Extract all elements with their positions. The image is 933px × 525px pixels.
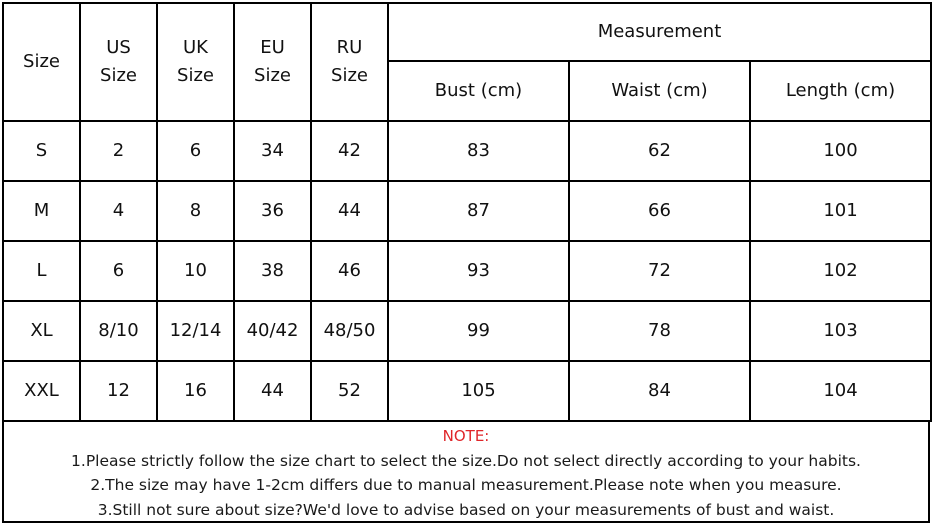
header-bust: Bust (cm) xyxy=(388,61,569,121)
cell-uk: 8 xyxy=(157,181,234,241)
cell-size: M xyxy=(3,181,80,241)
cell-length: 100 xyxy=(750,121,931,181)
cell-uk: 6 xyxy=(157,121,234,181)
cell-us: 8/10 xyxy=(80,301,157,361)
table-row xyxy=(3,361,931,421)
cell-eu: 34 xyxy=(234,121,311,181)
cell-bust: 105 xyxy=(388,361,569,421)
header-uk-size xyxy=(157,3,234,121)
header-eu-size xyxy=(234,3,311,121)
header-length: Length (cm) xyxy=(750,61,931,121)
cell-length: 104 xyxy=(750,361,931,421)
table-body xyxy=(3,121,931,421)
header-measurement: Measurement xyxy=(388,3,931,61)
header-us-line2: Size xyxy=(100,65,137,86)
table-row xyxy=(3,301,931,361)
cell-size: S xyxy=(3,121,80,181)
header-ru-line2: Size xyxy=(331,65,368,86)
cell-eu: 44 xyxy=(234,361,311,421)
cell-uk: 16 xyxy=(157,361,234,421)
header-ru-size xyxy=(311,3,388,121)
cell-ru: 44 xyxy=(311,181,388,241)
cell-uk: 10 xyxy=(157,241,234,301)
header-waist: Waist (cm) xyxy=(569,61,750,121)
table-row xyxy=(3,181,931,241)
table-row xyxy=(3,121,931,181)
cell-bust: 93 xyxy=(388,241,569,301)
header-row xyxy=(3,3,931,61)
cell-waist: 62 xyxy=(569,121,750,181)
header-size: Size xyxy=(3,3,80,121)
cell-uk: 12/14 xyxy=(157,301,234,361)
cell-ru: 52 xyxy=(311,361,388,421)
cell-size: XL xyxy=(3,301,80,361)
header-eu-line1: EU xyxy=(260,37,285,58)
note-line-1: 1.Please strictly follow the size chart to select the size.Do not select directly according to your habits. xyxy=(71,451,861,470)
note-title: NOTE: xyxy=(442,427,490,445)
cell-us: 2 xyxy=(80,121,157,181)
cell-waist: 84 xyxy=(569,361,750,421)
cell-ru: 48/50 xyxy=(311,301,388,361)
header-uk-line1: UK xyxy=(183,37,208,58)
cell-waist: 72 xyxy=(569,241,750,301)
table-row xyxy=(3,241,931,301)
cell-waist: 66 xyxy=(569,181,750,241)
header-us-line1: US xyxy=(106,37,131,58)
cell-eu: 40/42 xyxy=(234,301,311,361)
cell-ru: 46 xyxy=(311,241,388,301)
cell-bust: 87 xyxy=(388,181,569,241)
cell-bust: 99 xyxy=(388,301,569,361)
header-us-size xyxy=(80,3,157,121)
cell-size: XXL xyxy=(3,361,80,421)
header-uk-line2: Size xyxy=(177,65,214,86)
cell-eu: 38 xyxy=(234,241,311,301)
header-eu-line2: Size xyxy=(254,65,291,86)
notes-section xyxy=(2,422,930,523)
cell-eu: 36 xyxy=(234,181,311,241)
cell-size: L xyxy=(3,241,80,301)
cell-length: 101 xyxy=(750,181,931,241)
cell-bust: 83 xyxy=(388,121,569,181)
cell-waist: 78 xyxy=(569,301,750,361)
note-line-3: 3.Still not sure about size?We'd love to advise based on your measurements of bust and waist. xyxy=(97,500,835,519)
cell-ru: 42 xyxy=(311,121,388,181)
cell-length: 102 xyxy=(750,241,931,301)
cell-us: 12 xyxy=(80,361,157,421)
cell-us: 4 xyxy=(80,181,157,241)
cell-length: 103 xyxy=(750,301,931,361)
size-table xyxy=(2,2,932,422)
note-line-2: 2.The size may have 1-2cm differs due to manual measurement.Please note when you measure. xyxy=(90,476,842,494)
cell-us: 6 xyxy=(80,241,157,301)
header-ru-line1: RU xyxy=(336,37,363,58)
